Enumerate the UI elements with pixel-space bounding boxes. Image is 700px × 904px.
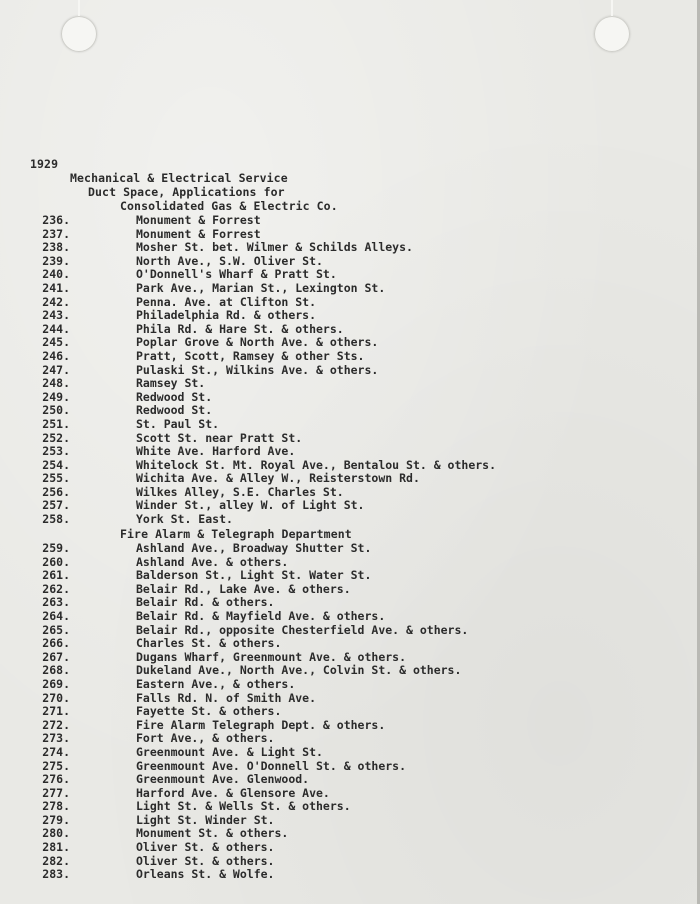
- group-heading-fire-alarm: Fire Alarm & Telegraph Department: [120, 527, 352, 541]
- entry-text: Ramsey St.: [136, 376, 206, 391]
- entry-number: 253.: [42, 444, 70, 459]
- punch-hole-notch: [611, 0, 613, 16]
- entry-number: 260.: [42, 554, 70, 569]
- entry-text: Light St. Winder St.: [136, 812, 275, 827]
- entry-text: Oliver St. & others.: [136, 840, 275, 855]
- entry-number: 243.: [42, 308, 70, 323]
- punch-hole-right: [594, 16, 630, 52]
- entry-text: St. Paul St.: [136, 416, 220, 431]
- entry-number: 283.: [42, 867, 70, 882]
- entry-text: Wilkes Alley, S.E. Charles St.: [136, 484, 344, 499]
- entry-number: 262.: [42, 581, 70, 596]
- punch-hole-notch: [78, 0, 80, 16]
- entry-text: Greenmount Ave. O'Donnell St. & others.: [136, 758, 407, 773]
- entry-number: 239.: [42, 253, 70, 268]
- entry-number: 278.: [42, 799, 70, 814]
- entry-number: 265.: [42, 622, 70, 637]
- entry-text: Falls Rd. N. of Smith Ave.: [136, 690, 317, 705]
- entry-number: 255.: [42, 471, 70, 486]
- group-heading-gas-electric: Consolidated Gas & Electric Co.: [120, 199, 338, 213]
- entry-text: White Ave. Harford Ave.: [136, 444, 296, 459]
- entry-number: 251.: [42, 416, 70, 431]
- entry-text: Penna. Ave. at Clifton St.: [136, 294, 317, 309]
- entry-text: Scott St. near Pratt St.: [136, 430, 303, 445]
- entry-text: O'Donnell's Wharf & Pratt St.: [136, 267, 337, 282]
- entry-number: 249.: [42, 389, 70, 404]
- entry-text: Redwood St.: [136, 389, 213, 404]
- entry-number: 259.: [42, 541, 70, 555]
- entry-number: 263.: [42, 595, 70, 610]
- entry-number: 272.: [42, 717, 70, 732]
- entry-number: 252.: [42, 430, 70, 445]
- entry-number: 280.: [42, 826, 70, 841]
- entry-text: Whitelock St. Mt. Royal Ave., Bentalou St. & others.: [136, 457, 497, 472]
- entry-number: 276.: [42, 772, 70, 787]
- entry-text: Harford Ave. & Glensore Ave.: [136, 785, 330, 800]
- section-heading: Mechanical & Electrical Service: [70, 171, 288, 185]
- entry-number: 267.: [42, 649, 70, 664]
- entry-number: 270.: [42, 690, 70, 705]
- entry-number: 238.: [42, 240, 70, 255]
- entry-number: 281.: [42, 840, 70, 855]
- entry-text: Dugans Wharf, Greenmount Ave. & others.: [136, 649, 407, 664]
- entry-text: Fire Alarm Telegraph Dept. & others.: [136, 717, 386, 732]
- entry-text: York St. East.: [136, 512, 233, 527]
- subsection-heading: Duct Space, Applications for: [88, 185, 285, 199]
- entry-text: Orleans St. & Wolfe.: [136, 867, 275, 882]
- entry-number: 247.: [42, 362, 70, 377]
- entry-number: 236.: [42, 213, 70, 227]
- entry-number: 256.: [42, 484, 70, 499]
- entry-number: 237.: [42, 226, 70, 241]
- entry-text: Belair Rd., Lake Ave. & others.: [136, 581, 351, 596]
- entry-number: 273.: [42, 731, 70, 746]
- entry-text: Monument & Forrest: [136, 213, 261, 227]
- entry-text: Light St. & Wells St. & others.: [136, 799, 351, 814]
- entry-text: Ashland Ave. & others.: [136, 554, 289, 569]
- entry-text: Belair Rd. & others.: [136, 595, 275, 610]
- entry-text: Belair Rd. & Mayfield Ave. & others.: [136, 608, 386, 623]
- entry-number: 246.: [42, 348, 70, 363]
- entry-number: 258.: [42, 512, 70, 527]
- entry-text: Redwood St.: [136, 403, 213, 418]
- entry-text: Eastern Ave., & others.: [136, 676, 296, 691]
- entry-text: Belair Rd., opposite Chesterfield Ave. & others.: [136, 622, 469, 637]
- entry-number: 277.: [42, 785, 70, 800]
- entry-text: Phila Rd. & Hare St. & others.: [136, 321, 344, 336]
- entry-number: 244.: [42, 321, 70, 336]
- entry-text: Oliver St. & others.: [136, 853, 275, 868]
- entry-number: 254.: [42, 457, 70, 472]
- entry-number: 282.: [42, 853, 70, 868]
- entry-text: Pulaski St., Wilkins Ave. & others.: [136, 362, 379, 377]
- entry-text: Winder St., alley W. of Light St.: [136, 498, 365, 513]
- entry-text: Philadelphia Rd. & others.: [136, 308, 317, 323]
- punch-hole-left: [61, 16, 97, 52]
- entry-number: 279.: [42, 812, 70, 827]
- entry-text: North Ave., S.W. Oliver St.: [136, 253, 323, 268]
- entry-number: 271.: [42, 704, 70, 719]
- entry-number: 245.: [42, 335, 70, 350]
- year-heading: 1929: [30, 157, 59, 171]
- entry-text: Greenmount Ave. & Light St.: [136, 744, 323, 759]
- entry-number: 240.: [42, 267, 70, 282]
- entry-text: Fayette St. & others.: [136, 704, 282, 719]
- entry-text: Pratt, Scott, Ramsey & other Sts.: [136, 348, 365, 363]
- entry-text: Fort Ave., & others.: [136, 731, 275, 746]
- entry-text: Charles St. & others.: [136, 636, 282, 651]
- entry-number: 268.: [42, 663, 70, 678]
- entry-number: 250.: [42, 403, 70, 418]
- entry-number: 257.: [42, 498, 70, 513]
- entry-text: Balderson St., Light St. Water St.: [136, 568, 372, 583]
- entry-number: 261.: [42, 568, 70, 583]
- entry-text: Wichita Ave. & Alley W., Reisterstown Rd.: [136, 471, 420, 486]
- entry-number: 266.: [42, 636, 70, 651]
- entry-number: 242.: [42, 294, 70, 309]
- entry-text: Monument St. & others.: [136, 826, 289, 841]
- entry-number: 264.: [42, 608, 70, 623]
- entry-text: Dukeland Ave., North Ave., Colvin St. & others.: [136, 663, 462, 678]
- entry-number: 241.: [42, 280, 70, 295]
- entry-text: Ashland Ave., Broadway Shutter St.: [136, 541, 372, 555]
- entry-number: 248.: [42, 376, 70, 391]
- entry-text: Park Ave., Marian St., Lexington St.: [136, 280, 386, 295]
- entry-number: 269.: [42, 676, 70, 691]
- entry-text: Poplar Grove & North Ave. & others.: [136, 335, 379, 350]
- entry-number: 275.: [42, 758, 70, 773]
- entry-text: Greenmount Ave. Glenwood.: [136, 772, 310, 787]
- entry-text: Monument & Forrest: [136, 226, 261, 241]
- entry-text: Mosher St. bet. Wilmer & Schilds Alleys.: [136, 240, 413, 255]
- entry-number: 274.: [42, 744, 70, 759]
